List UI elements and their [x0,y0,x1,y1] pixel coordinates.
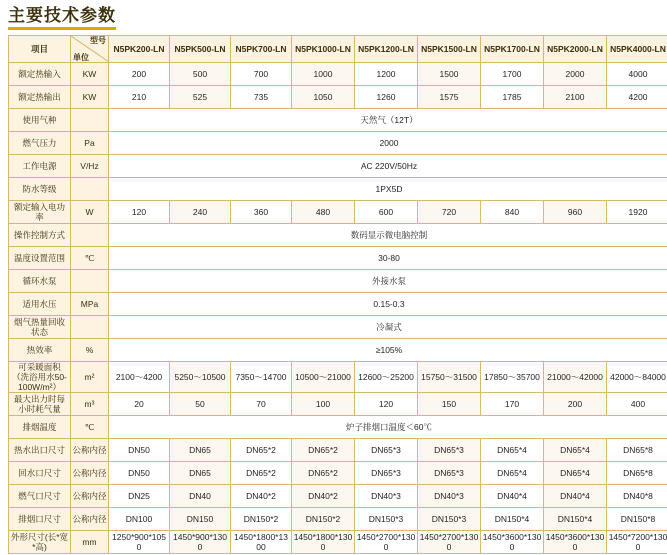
row-unit [71,178,109,201]
row-value-2: DN65 [170,439,231,462]
row-value-5: DN150*3 [355,508,418,531]
row-label: 热水出口尺寸 [9,439,71,462]
row-value-7: 1700 [481,63,544,86]
row-value-7: DN150*4 [481,508,544,531]
row-unit: 公称内径 [71,485,109,508]
header-model-4: N5PK1000-LN [292,36,355,63]
row-value-3: DN150*2 [231,508,292,531]
row-unit: KW [71,63,109,86]
row-label: 操作控制方式 [9,224,71,247]
row-value-9: 1450*7200*1300 [607,531,667,554]
row-value-8: DN150*4 [544,508,607,531]
row-value-8: DN65*4 [544,439,607,462]
row-value-3: 7350～14700 [231,362,292,393]
row-value-1: 120 [109,201,170,224]
table-row [9,462,667,485]
row-unit: m³ [71,393,109,416]
row-value-merged: 天然气（12T） [109,109,667,132]
row-value-6: DN65*3 [418,439,481,462]
table-row [9,132,667,155]
row-label: 适用水压 [9,293,71,316]
header-model-8: N5PK2000-LN [544,36,607,63]
row-label: 温度设置范围 [9,247,71,270]
row-value-6: 1575 [418,86,481,109]
row-unit: V/Hz [71,155,109,178]
row-value-6: 1450*2700*1300 [418,531,481,554]
row-value-1: 210 [109,86,170,109]
row-value-4: DN65*2 [292,439,355,462]
row-unit: W [71,201,109,224]
row-value-9: DN40*8 [607,485,667,508]
row-value-9: DN150*8 [607,508,667,531]
table-row [9,393,667,416]
row-value-merged: ≥105% [109,339,667,362]
row-value-8: 21000～42000 [544,362,607,393]
table-row [9,201,667,224]
table-row [9,109,667,132]
row-value-2: 50 [170,393,231,416]
header-unit-model-cell [71,36,109,63]
row-unit: Pa [71,132,109,155]
row-value-3: 700 [231,63,292,86]
row-value-4: DN150*2 [292,508,355,531]
row-value-2: DN65 [170,462,231,485]
table-row [9,224,667,247]
row-unit: m² [71,362,109,393]
row-value-4: 480 [292,201,355,224]
table-row [9,86,667,109]
row-value-9: 42000～84000 [607,362,667,393]
row-unit: 公称内径 [71,462,109,485]
row-value-merged: 数码显示微电脑控制 [109,224,667,247]
row-value-1: DN100 [109,508,170,531]
header-model-3: N5PK700-LN [231,36,292,63]
row-value-merged: 外接水泵 [109,270,667,293]
row-value-3: DN40*2 [231,485,292,508]
row-value-5: DN65*3 [355,462,418,485]
row-value-7: DN40*4 [481,485,544,508]
row-value-2: 500 [170,63,231,86]
row-value-2: 5250～10500 [170,362,231,393]
row-label: 使用气种 [9,109,71,132]
row-unit [71,270,109,293]
row-value-8: 1450*3600*1300 [544,531,607,554]
row-value-2: 525 [170,86,231,109]
row-value-5: 1450*2700*1300 [355,531,418,554]
row-unit [71,224,109,247]
row-unit: 公称内径 [71,508,109,531]
page-title-wrap [0,0,667,32]
row-value-1: 2100～4200 [109,362,170,393]
table-row [9,531,667,554]
row-value-6: 1500 [418,63,481,86]
row-value-merged: AC 220V/50Hz [109,155,667,178]
row-label: 燃气口尺寸 [9,485,71,508]
row-value-6: 150 [418,393,481,416]
row-value-1: 200 [109,63,170,86]
table-row [9,155,667,178]
row-value-3: DN65*2 [231,462,292,485]
row-value-7: 17850～35700 [481,362,544,393]
row-unit: 公称内径 [71,439,109,462]
row-label: 排烟温度 [9,416,71,439]
row-value-4: DN40*2 [292,485,355,508]
header-param-label: 项目 [9,36,71,63]
row-value-2: DN150 [170,508,231,531]
row-value-9: DN65*8 [607,439,667,462]
page-title: 主要技术参数 [8,6,116,30]
row-value-4: 1050 [292,86,355,109]
row-unit: ℃ [71,247,109,270]
row-unit [71,109,109,132]
row-value-merged: 30-80 [109,247,667,270]
header-model-6: N5PK1500-LN [418,36,481,63]
row-value-1: 20 [109,393,170,416]
table-header-row [9,36,667,63]
row-value-8: 960 [544,201,607,224]
row-value-8: DN65*4 [544,462,607,485]
row-value-5: 12600～25200 [355,362,418,393]
row-value-1: DN25 [109,485,170,508]
row-value-4: 10500～21000 [292,362,355,393]
row-value-merged: 炉子排烟口温度＜60℃ [109,416,667,439]
row-label: 排烟口尺寸 [9,508,71,531]
row-value-9: 4000 [607,63,667,86]
row-unit: ℃ [71,416,109,439]
row-label: 烟气热量回收状态 [9,316,71,339]
row-value-7: 1450*3600*1300 [481,531,544,554]
row-label: 工作电源 [9,155,71,178]
diagonal-split [71,36,108,62]
header-model-label: 型号 [90,36,106,45]
row-value-4: DN65*2 [292,462,355,485]
header-model-9: N5PK4000-LN [607,36,667,63]
row-value-1: DN50 [109,439,170,462]
row-value-6: 15750～31500 [418,362,481,393]
row-value-2: 1450*900*1300 [170,531,231,554]
row-value-1: 1250*900*1050 [109,531,170,554]
row-value-7: 1785 [481,86,544,109]
table-row [9,362,667,393]
row-value-9: DN65*8 [607,462,667,485]
row-value-6: DN150*3 [418,508,481,531]
row-value-2: 240 [170,201,231,224]
row-value-3: 1450*1800*1300 [231,531,292,554]
row-value-3: 360 [231,201,292,224]
row-value-9: 1920 [607,201,667,224]
table-row [9,293,667,316]
row-unit: KW [71,86,109,109]
row-label: 额定输入电功率 [9,201,71,224]
row-unit [71,316,109,339]
specifications-table [8,35,667,554]
row-unit: % [71,339,109,362]
table-row [9,270,667,293]
row-label: 回水口尺寸 [9,462,71,485]
row-label: 外形尺寸(长*宽*高) [9,531,71,554]
table-row [9,63,667,86]
row-value-2: DN40 [170,485,231,508]
header-model-2: N5PK500-LN [170,36,231,63]
row-label: 循环水泵 [9,270,71,293]
row-label: 最大出力时每小时耗气量 [9,393,71,416]
row-value-merged: 冷凝式 [109,316,667,339]
row-label: 额定热输入 [9,63,71,86]
row-value-5: 120 [355,393,418,416]
row-value-5: 1260 [355,86,418,109]
header-unit-label: 单位 [73,53,89,62]
row-value-8: DN40*4 [544,485,607,508]
row-value-8: 200 [544,393,607,416]
row-value-merged: 2000 [109,132,667,155]
row-value-6: DN65*3 [418,462,481,485]
row-value-3: 70 [231,393,292,416]
table-body [9,36,667,554]
header-model-5: N5PK1200-LN [355,36,418,63]
table-row [9,339,667,362]
row-value-7: DN65*4 [481,439,544,462]
row-label: 热效率 [9,339,71,362]
row-value-5: DN65*3 [355,439,418,462]
table-row [9,316,667,339]
header-model-1: N5PK200-LN [109,36,170,63]
header-model-7: N5PK1700-LN [481,36,544,63]
row-unit: MPa [71,293,109,316]
table-row [9,439,667,462]
row-value-3: DN65*2 [231,439,292,462]
row-value-9: 4200 [607,86,667,109]
table-row [9,178,667,201]
row-value-4: 100 [292,393,355,416]
row-value-merged: 0.15-0.3 [109,293,667,316]
row-value-8: 2100 [544,86,607,109]
row-value-3: 735 [231,86,292,109]
row-label: 可采暖面积（洗浴用水50-100W/m²） [9,362,71,393]
row-unit: mm [71,531,109,554]
table-row [9,416,667,439]
row-value-5: 600 [355,201,418,224]
row-value-4: 1450*1800*1300 [292,531,355,554]
row-value-9: 400 [607,393,667,416]
table-row [9,247,667,270]
row-value-7: 840 [481,201,544,224]
table-row [9,485,667,508]
row-value-1: DN50 [109,462,170,485]
row-value-merged: 1PX5D [109,178,667,201]
row-label: 燃气压力 [9,132,71,155]
row-label: 防水等级 [9,178,71,201]
row-value-4: 1000 [292,63,355,86]
row-value-7: 170 [481,393,544,416]
row-label: 额定热输出 [9,86,71,109]
row-value-6: 720 [418,201,481,224]
row-value-6: DN40*3 [418,485,481,508]
table-row [9,508,667,531]
row-value-7: DN65*4 [481,462,544,485]
row-value-8: 2000 [544,63,607,86]
row-value-5: 1200 [355,63,418,86]
row-value-5: DN40*3 [355,485,418,508]
